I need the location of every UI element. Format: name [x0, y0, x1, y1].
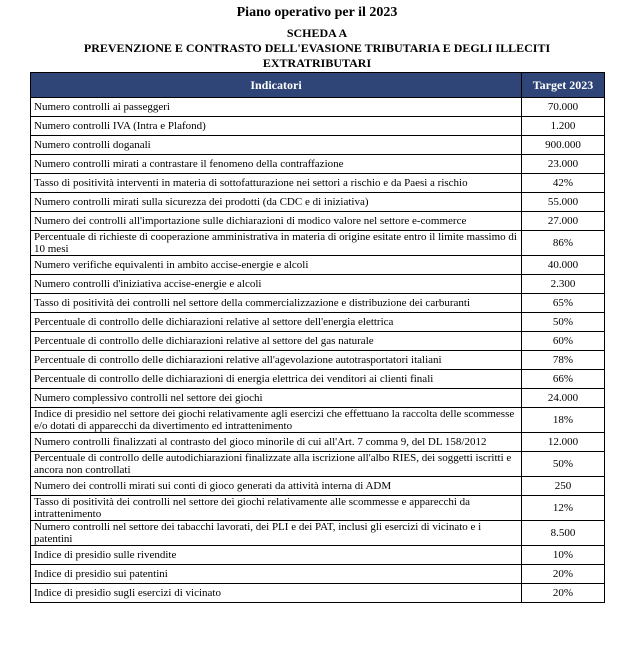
table-row: [31, 370, 605, 389]
indicator-cell: Numero controlli nel settore dei tabacchi lavorati, dei PLI e dei PAT, inclusi gli esercizi di vicinato e i patentini: [31, 521, 522, 546]
table-row: [31, 231, 605, 256]
target-cell: 12.000: [522, 433, 605, 452]
table-row: [31, 155, 605, 174]
table-row: [31, 565, 605, 584]
table-row: [31, 433, 605, 452]
table-row: [31, 294, 605, 313]
target-cell: 50%: [522, 452, 605, 477]
target-cell: 24.000: [522, 389, 605, 408]
indicator-cell: Percentuale di richieste di cooperazione amministrativa in materia di origine esitate entro il limite massimo di 10 mesi: [31, 231, 522, 256]
indicators-table: [30, 72, 605, 603]
target-cell: 66%: [522, 370, 605, 389]
target-cell: 12%: [522, 496, 605, 521]
table-row: [31, 477, 605, 496]
target-cell: 42%: [522, 174, 605, 193]
indicator-cell: Tasso di positività interventi in materia di sottofatturazione nei settori a rischio e da Paesi a rischio: [31, 174, 522, 193]
target-cell: 50%: [522, 313, 605, 332]
target-cell: 40.000: [522, 256, 605, 275]
column-header-target: Target 2023: [522, 73, 605, 98]
table-row: [31, 496, 605, 521]
indicator-cell: Numero controlli IVA (Intra e Plafond): [31, 117, 522, 136]
indicator-cell: Tasso di positività dei controlli nel settore della commercializzazione e distribuzione dei carburanti: [31, 294, 522, 313]
section-title-line2: EXTRATRIBUTARI: [262, 56, 372, 70]
table-row: [31, 212, 605, 231]
target-cell: 78%: [522, 351, 605, 370]
section-title-line1: PREVENZIONE E CONTRASTO DELL'EVASIONE TRIBUTARIA E DEGLI ILLECITI: [83, 41, 551, 55]
table-row: [31, 584, 605, 603]
indicator-cell: Numero dei controlli all'importazione sulle dichiarazioni di modico valore nel settore e-commerce: [31, 212, 522, 231]
table-row: [31, 332, 605, 351]
scheda-label: SCHEDA A: [286, 26, 348, 40]
indicator-cell: Numero dei controlli mirati sui conti di gioco generati da attività interna di ADM: [31, 477, 522, 496]
table-row: [31, 174, 605, 193]
target-cell: 27.000: [522, 212, 605, 231]
indicator-cell: Numero verifiche equivalenti in ambito accise-energie e alcoli: [31, 256, 522, 275]
table-row: [31, 408, 605, 433]
indicator-cell: Percentuale di controllo delle autodichiarazioni finalizzate alla iscrizione all'albo RIES, dei soggetti iscritti e ancora non controllati: [31, 452, 522, 477]
target-cell: 20%: [522, 565, 605, 584]
indicator-cell: Numero controlli d'iniziativa accise-energie e alcoli: [31, 275, 522, 294]
table-row: [31, 389, 605, 408]
table-row: [31, 546, 605, 565]
indicator-cell: Percentuale di controllo delle dichiarazioni relative al settore dell'energia elettrica: [31, 313, 522, 332]
indicator-cell: Indice di presidio sugli esercizi di vicinato: [31, 584, 522, 603]
indicator-cell: Indice di presidio nel settore dei giochi relativamente agli esercizi che effettuano la raccolta delle scommesse e/o dotati di apparecchi da divertimento ed intrattenimento: [31, 408, 522, 433]
table-row: [31, 117, 605, 136]
target-cell: 8.500: [522, 521, 605, 546]
target-cell: 1.200: [522, 117, 605, 136]
indicator-cell: Numero complessivo controlli nel settore dei giochi: [31, 389, 522, 408]
target-cell: 2.300: [522, 275, 605, 294]
target-cell: 23.000: [522, 155, 605, 174]
column-header-indicatori: Indicatori: [31, 73, 522, 98]
target-cell: 86%: [522, 231, 605, 256]
table-header-row: [31, 73, 605, 98]
indicator-cell: Percentuale di controllo delle dichiarazioni relative all'agevolazione autotrasportatori italiani: [31, 351, 522, 370]
indicator-cell: Percentuale di controllo delle dichiarazioni relative al settore del gas naturale: [31, 332, 522, 351]
target-cell: 65%: [522, 294, 605, 313]
table-row: [31, 256, 605, 275]
indicator-cell: Indice di presidio sulle rivendite: [31, 546, 522, 565]
table-row: [31, 351, 605, 370]
indicator-cell: Tasso di positività dei controlli nel settore dei giochi relativamente alle scommesse e apparecchi da intrattenimento: [31, 496, 522, 521]
target-cell: 20%: [522, 584, 605, 603]
table-row: [31, 193, 605, 212]
target-cell: 55.000: [522, 193, 605, 212]
indicator-cell: Numero controlli finalizzati al contrasto del gioco minorile di cui all'Art. 7 comma 9, del DL 158/2012: [31, 433, 522, 452]
target-cell: 18%: [522, 408, 605, 433]
table-row: [31, 136, 605, 155]
table-row: [31, 275, 605, 294]
document-title: Piano operativo per il 2023: [236, 5, 398, 20]
table-row: [31, 313, 605, 332]
table-row: [31, 452, 605, 477]
target-cell: 900.000: [522, 136, 605, 155]
indicator-cell: Numero controlli doganali: [31, 136, 522, 155]
indicator-cell: Numero controlli ai passeggeri: [31, 98, 522, 117]
target-cell: 10%: [522, 546, 605, 565]
indicator-cell: Indice di presidio sui patentini: [31, 565, 522, 584]
target-cell: 60%: [522, 332, 605, 351]
target-cell: 70.000: [522, 98, 605, 117]
indicator-cell: Numero controlli mirati a contrastare il fenomeno della contraffazione: [31, 155, 522, 174]
table-row: [31, 98, 605, 117]
indicator-cell: Percentuale di controllo delle dichiarazioni di energia elettrica dei venditori ai clienti finali: [31, 370, 522, 389]
table-row: [31, 521, 605, 546]
indicator-cell: Numero controlli mirati sulla sicurezza dei prodotti (da CDC e di iniziativa): [31, 193, 522, 212]
target-cell: 250: [522, 477, 605, 496]
